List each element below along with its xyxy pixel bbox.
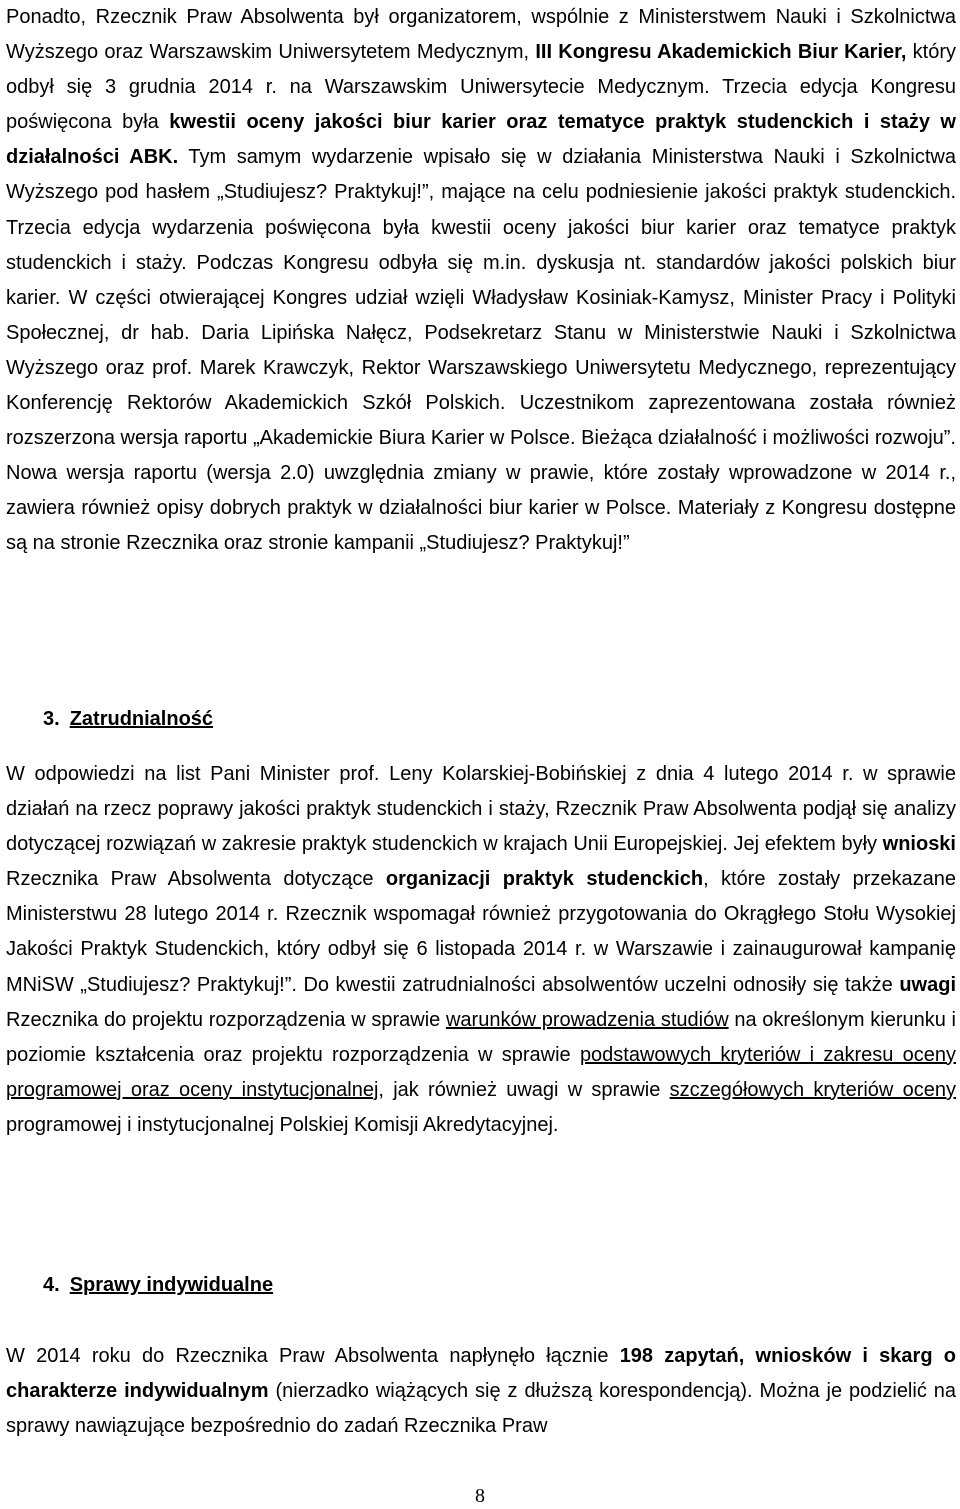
text-span: na określonym kierunku i poziomie kształcenia oraz projektu rozporządzenia w sprawie bbox=[6, 1008, 956, 1066]
text-span: , które zostały przekazane Ministerstwu 28 lutego 2014 r. Rzecznik wspomagał również przygotowania do Okrągłego Stołu Wysokiej Jakości Praktyk Studenckich, który odbył się 6 listopada 2014 r. w Warszawie i zainaugurował kampanię MNiSW „Studiujesz? Praktykuj!”. Do kwestii zatrudnialności absolwentów uczelni odnosiły się także bbox=[6, 868, 957, 996]
text-span: który odbył się 3 grudnia 2014 r. na Warszawskim Uniwersytecie Medycznym. Trzecia edycja Kongresu poświęcona była bbox=[6, 41, 956, 134]
underlined-link-text[interactable]: warunków prowadzenia studiów bbox=[445, 1008, 729, 1031]
section-title: Sprawy indywidualne bbox=[69, 1274, 274, 1296]
bold-text: wnioski bbox=[882, 833, 956, 856]
text-span: Rzecznika Praw Absolwenta dotyczące bbox=[6, 868, 386, 891]
paragraph-sprawy bbox=[6, 1339, 956, 1444]
underlined-link-text[interactable]: podstawowych kryteriów i zakresu oceny programowej oraz oceny instytucjonalnej bbox=[6, 1043, 956, 1101]
bold-text: 198 zapytań, wniosków i skarg o charakterze indywidualnym bbox=[6, 1345, 956, 1403]
text-span: , jak również uwagi w sprawie bbox=[378, 1078, 670, 1101]
paragraph-zatrudnialnosc bbox=[6, 757, 956, 1143]
underlined-link-text[interactable]: szczegółowych kryteriów oceny bbox=[669, 1078, 956, 1101]
bold-text: III Kongresu Akademickich Biur Karier, bbox=[535, 41, 907, 64]
page-number: 8 bbox=[475, 1485, 485, 1507]
text-span: Tym samym wydarzenie wpisało się w działania Ministerstwa Nauki i Szkolnictwa Wyższego pod hasłem „Studiujesz? Praktykuj!”, mające na celu podniesienie jakości praktyk studenckich. Trzecia edycja wydarzenia poświęcona była kwestii oceny jakości biur karier oraz tematyce praktyk studenckich i staży. Podczas Kongresu odbyła się m.in. dyskusja nt. standardów jakości polskich biur karier. W części otwierającej Kongres udział wzięli Władysław Kosiniak-Kamysz, Minister Pracy i Polityki Społecznej, dr hab. Daria Lipińska Nałęcz, Podsekretarz Stanu w Ministerstwie Nauki i Szkolnictwa Wyższego oraz prof. Marek Krawczyk, Rektor Warszawskiego Uniwersytetu Medycznego, reprezentujący Konferencję Rektorów Akademickich Szkół Polskich. Uczestnikom zaprezentowana została również rozszerzona wersja raportu „Akademickie Biura Karier w Polsce. Bieżąca działalność i możliwości rozwoju”. Nowa wersja raportu (wersja 2.0) uwzględnia zmiany w prawie, które zostały wprowadzone w 2014 r., zawiera również opisy dobrych praktyk w działalności biur karier w Polsce. Materiały z Kongresu dostępne są na stronie Rzecznika oraz stronie kampanii „Studiujesz? Praktykuj!” bbox=[6, 146, 956, 555]
section-heading-sprawy-indywidualne bbox=[43, 1271, 273, 1299]
text-span: W 2014 roku do Rzecznika Praw Absolwenta napłynęło łącznie bbox=[6, 1345, 620, 1367]
paragraph-kongres bbox=[6, 0, 956, 562]
text-span: Ponadto, Rzecznik Praw Absolwenta był organizatorem, wspólnie z Ministerstwem Nauki i Szkolnictwa Wyższego oraz Warszawskim Uniwersytetem Medycznym, bbox=[6, 6, 956, 64]
section-number: 4. bbox=[43, 1274, 60, 1296]
section-title: Zatrudnialność bbox=[69, 708, 214, 730]
bold-text: kwestii oceny jakości biur karier oraz tematyce praktyk studenckich i staży w działalności ABK. bbox=[6, 111, 956, 169]
section-heading-zatrudnialnosc bbox=[43, 705, 213, 733]
text-span: programowej i instytucjonalnej Polskiej Komisji Akredytacyjnej. bbox=[6, 1113, 559, 1136]
text-span: (nierzadko wiążących się z dłuższą korespondencją). Można je podzielić na sprawy nawiązujące bezpośrednio do zadań Rzecznika Praw bbox=[6, 1380, 956, 1438]
bold-text: organizacji praktyk studenckich bbox=[385, 868, 704, 891]
text-span: W odpowiedzi na list Pani Minister prof. Leny Kolarskiej-Bobińskiej z dnia 4 lutego 2014 r. w sprawie działań na rzecz poprawy jakości praktyk studenckich i staży, Rzecznik Praw Absolwenta podjął się analizy dotyczącej rozwiązań w zakresie praktyk studenckich w krajach Unii Europejskiej. Jej efektem były bbox=[6, 763, 956, 856]
text-span: Rzecznika do projektu rozporządzenia w sprawie bbox=[6, 1008, 446, 1031]
bold-text: uwagi bbox=[899, 973, 956, 996]
section-number: 3. bbox=[43, 708, 60, 730]
